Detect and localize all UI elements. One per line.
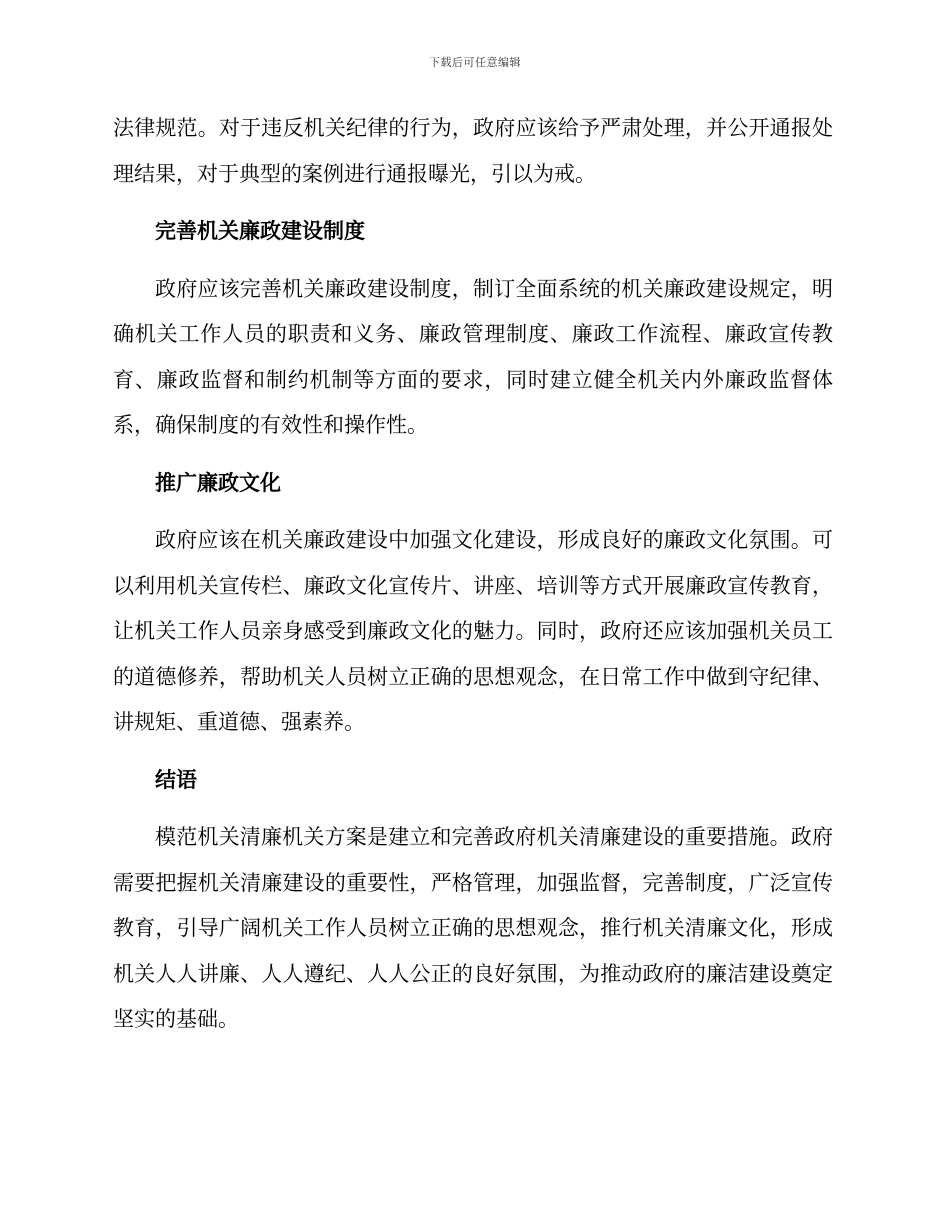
continuation-paragraph: 法律规范。对于违反机关纪律的行为，政府应该给予严肃处理，并公开通报处理结果，对于典型的案例进行通报曝光，引以为戒。 bbox=[113, 116, 833, 186]
header-note: 下载后可任意编辑 bbox=[429, 56, 521, 69]
section-heading-culture: 推广廉政文化 bbox=[155, 470, 281, 495]
document-body bbox=[113, 106, 833, 1043]
section-body-culture: 政府应该在机关廉政建设中加强文化建设，形成良好的廉政文化氛围。可以利用机关宣传栏、廉政文化宣传片、讲座、培训等方式开展廉政宣传教育，让机关工作人员亲身感受到廉政文化的魅力。同时，政府还应该加强机关员工的道德修养，帮助机关人员树立正确的思想观念，在日常工作中做到守纪律、讲规矩、重道德、强素养。 bbox=[113, 528, 833, 734]
section-heading-institution: 完善机关廉政建设制度 bbox=[155, 219, 365, 243]
section-body-institution: 政府应该完善机关廉政建设制度，制订全面系统的机关廉政建设规定，明确机关工作人员的职责和义务、廉政管理制度、廉政工作流程、廉政宣传教育、廉政监督和制约机制等方面的要求，同时建立健全机关内外廉政监督体系，确保制度的有效性和操作性。 bbox=[113, 276, 833, 437]
section-body-conclusion: 模范机关清廉机关方案是建立和完善政府机关清廉建设的重要措施。政府需要把握机关清廉建设的重要性，严格管理，加强监督，完善制度，广泛宣传教育，引导广阔机关工作人员树立正确的思想观念，推行机关清廉文化，形成机关人人讲廉、人人遵纪、人人公正的良好氛围，为推动政府的廉洁建设奠定坚实的基础。 bbox=[113, 825, 833, 1031]
section-heading-conclusion: 结语 bbox=[155, 767, 197, 792]
